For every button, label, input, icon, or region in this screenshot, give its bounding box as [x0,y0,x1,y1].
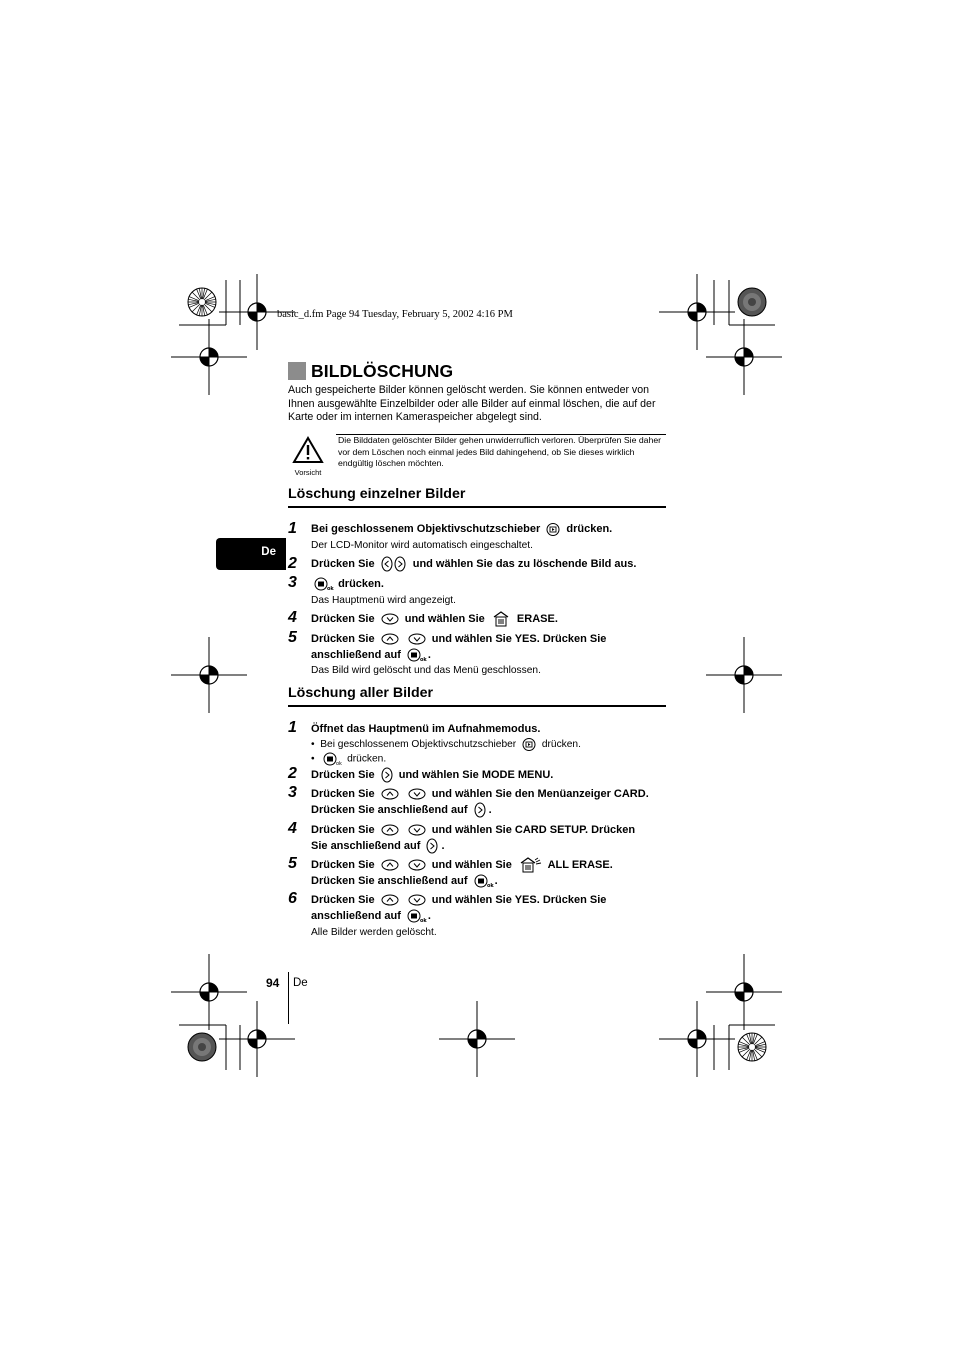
step-text-part: Drücken Sie [311,859,375,871]
subheading-single: Löschung einzelner Bilder [288,486,666,508]
step-text-part: Drücken Sie anschließend auf [311,804,468,816]
step-text-part: Drücken Sie [311,613,375,625]
bullet-item [311,738,581,751]
bullet-item [311,752,386,766]
step-text [311,892,671,924]
section-square-icon [288,362,306,380]
step-text-part: . [427,910,431,922]
step-text-part: drücken. [338,578,384,590]
svg-text:ok: ok [327,586,334,593]
step-text [311,576,671,592]
step-text-part: Bei geschlossenem Objektivschutzschieber [311,523,541,535]
step-text [311,556,671,572]
page-language: De [293,977,308,989]
all-erase-trash-icon [518,857,542,873]
step-text [311,521,671,537]
step-note: Das Hauptmenü wird angezeigt. [311,595,456,606]
intro-paragraph: Auch gespeicherte Bilder können gelöscht werden. Sie können entweder von Ihnen ausgewählte Einzelbilder oder alle Bilder auf einmal löschen, die auf der Karte oder im internen Kameraspeicher abgelegt sind. [288,384,656,424]
step-number: 5 [288,855,297,872]
section-title [288,360,453,382]
bullet-dot: • [311,753,315,765]
step-text-part: anschließend auf [311,910,401,922]
down-arrow-button-icon [408,894,426,906]
step-text-part: . [427,649,431,661]
svg-text:ok: ok [419,918,427,925]
right-arrow-button-icon [474,802,486,818]
step-number: 4 [288,609,297,626]
language-tab-label: De [261,546,276,558]
step-text-part: Drücken Sie [311,769,375,781]
step-number: 1 [288,719,297,736]
bullet-dot: • [311,739,315,751]
step-note: Alle Bilder werden gelöscht. [311,927,437,938]
step-text: Öffnet das Hauptmenü im Aufnahmemodus. [311,723,541,735]
step-text [311,786,671,818]
step-number: 2 [288,765,297,782]
file-header-line: basic_d.fm Page 94 Tuesday, February 5, 2002 4:16 PM [277,309,513,320]
step-number: 3 [288,784,297,801]
step-text-part: Drücken Sie [311,788,375,800]
down-arrow-button-icon [381,613,399,625]
caution-text: Die Bilddaten gelöschter Bilder gehen unwiderruflich verloren. Überprüfen Sie daher vor dem Löschen noch einmal jedes Bild dahingehend, ob Sie dieses wirklich endgültig löschen möchten. [338,435,662,469]
ok-menu-button-icon [407,648,425,662]
step-text-part: und wählen Sie den Menüanzeiger CARD. [431,788,649,800]
up-arrow-button-icon [381,859,399,871]
step-text [311,631,671,663]
playback-button-icon [546,523,560,536]
step-text-part: und wählen Sie das zu löschende Bild aus. [412,558,637,570]
step-text-part: . [494,875,498,888]
step-text-part: . [441,840,445,852]
bullet-text: drücken. [541,739,581,751]
right-arrow-button-icon [426,838,438,854]
erase-trash-icon [491,611,511,627]
down-arrow-button-icon [408,788,426,800]
step-note: Das Bild wird gelöscht und das Menü geschlossen. [311,665,541,676]
step-text-part: Drücken Sie [311,894,375,906]
ok-menu-button-icon [314,577,332,591]
step-text-part: und wählen Sie [431,859,512,871]
step-text-part: und wählen Sie YES. Drücken Sie [431,894,607,906]
page-number: 94 [266,976,280,990]
step-text-part: und wählen Sie CARD SETUP. Drücken [431,824,636,836]
step-text-part: anschließend auf [311,649,401,661]
right-arrow-button-icon [381,767,393,783]
step-text-part: Drücken Sie anschließend auf [311,875,468,888]
step-text [311,767,671,783]
down-arrow-button-icon [408,859,426,871]
step-text-part: Drücken Sie [311,558,375,570]
step-text [311,857,671,889]
step-text-part: . [488,804,492,816]
caution-label: Vorsicht [294,468,322,477]
svg-text:ok: ok [486,883,494,890]
page-number-divider [288,972,289,1024]
step-note: Der LCD-Monitor wird automatisch eingeschaltet. [311,540,533,551]
language-tab [216,538,286,570]
step-text-part: drücken. [566,523,613,535]
up-arrow-button-icon [381,894,399,906]
step-text-part: ERASE. [516,613,558,625]
up-arrow-button-icon [381,824,399,836]
step-text-part: ALL ERASE. [547,859,613,871]
step-text-part: und wählen Sie MODE MENU. [398,769,554,781]
step-text [311,822,671,854]
step-text-part: Drücken Sie [311,633,375,645]
bullet-text: Bei geschlossenem Objektivschutzschieber [320,739,517,751]
playback-button-icon [522,738,536,751]
svg-text:ok: ok [336,761,343,767]
warning-icon [292,436,324,464]
step-number: 4 [288,820,297,837]
step-text-part: und wählen Sie [404,613,485,625]
step-number: 5 [288,629,297,646]
step-text [311,611,671,627]
step-text-part: und wählen Sie YES. Drücken Sie [431,633,607,645]
ok-menu-button-icon [407,909,425,923]
step-number: 2 [288,555,297,572]
up-arrow-button-icon [381,633,399,645]
down-arrow-button-icon [408,633,426,645]
svg-text:ok: ok [419,657,427,664]
down-arrow-button-icon [408,824,426,836]
step-text-part: Sie anschließend auf [311,840,421,852]
step-text-part: Drücken Sie [311,824,375,836]
step-number: 6 [288,890,297,907]
up-arrow-button-icon [381,788,399,800]
subheading-all: Löschung aller Bilder [288,685,666,707]
ok-menu-button-icon [474,874,492,888]
caution-block [288,436,328,478]
left-right-arrow-buttons-icon [381,556,407,572]
section-title-text: BILDLÖSCHUNG [311,360,454,381]
ok-menu-button-icon [323,752,341,766]
step-number: 3 [288,574,297,591]
bullet-text: drücken. [347,753,387,765]
step-number: 1 [288,520,297,537]
